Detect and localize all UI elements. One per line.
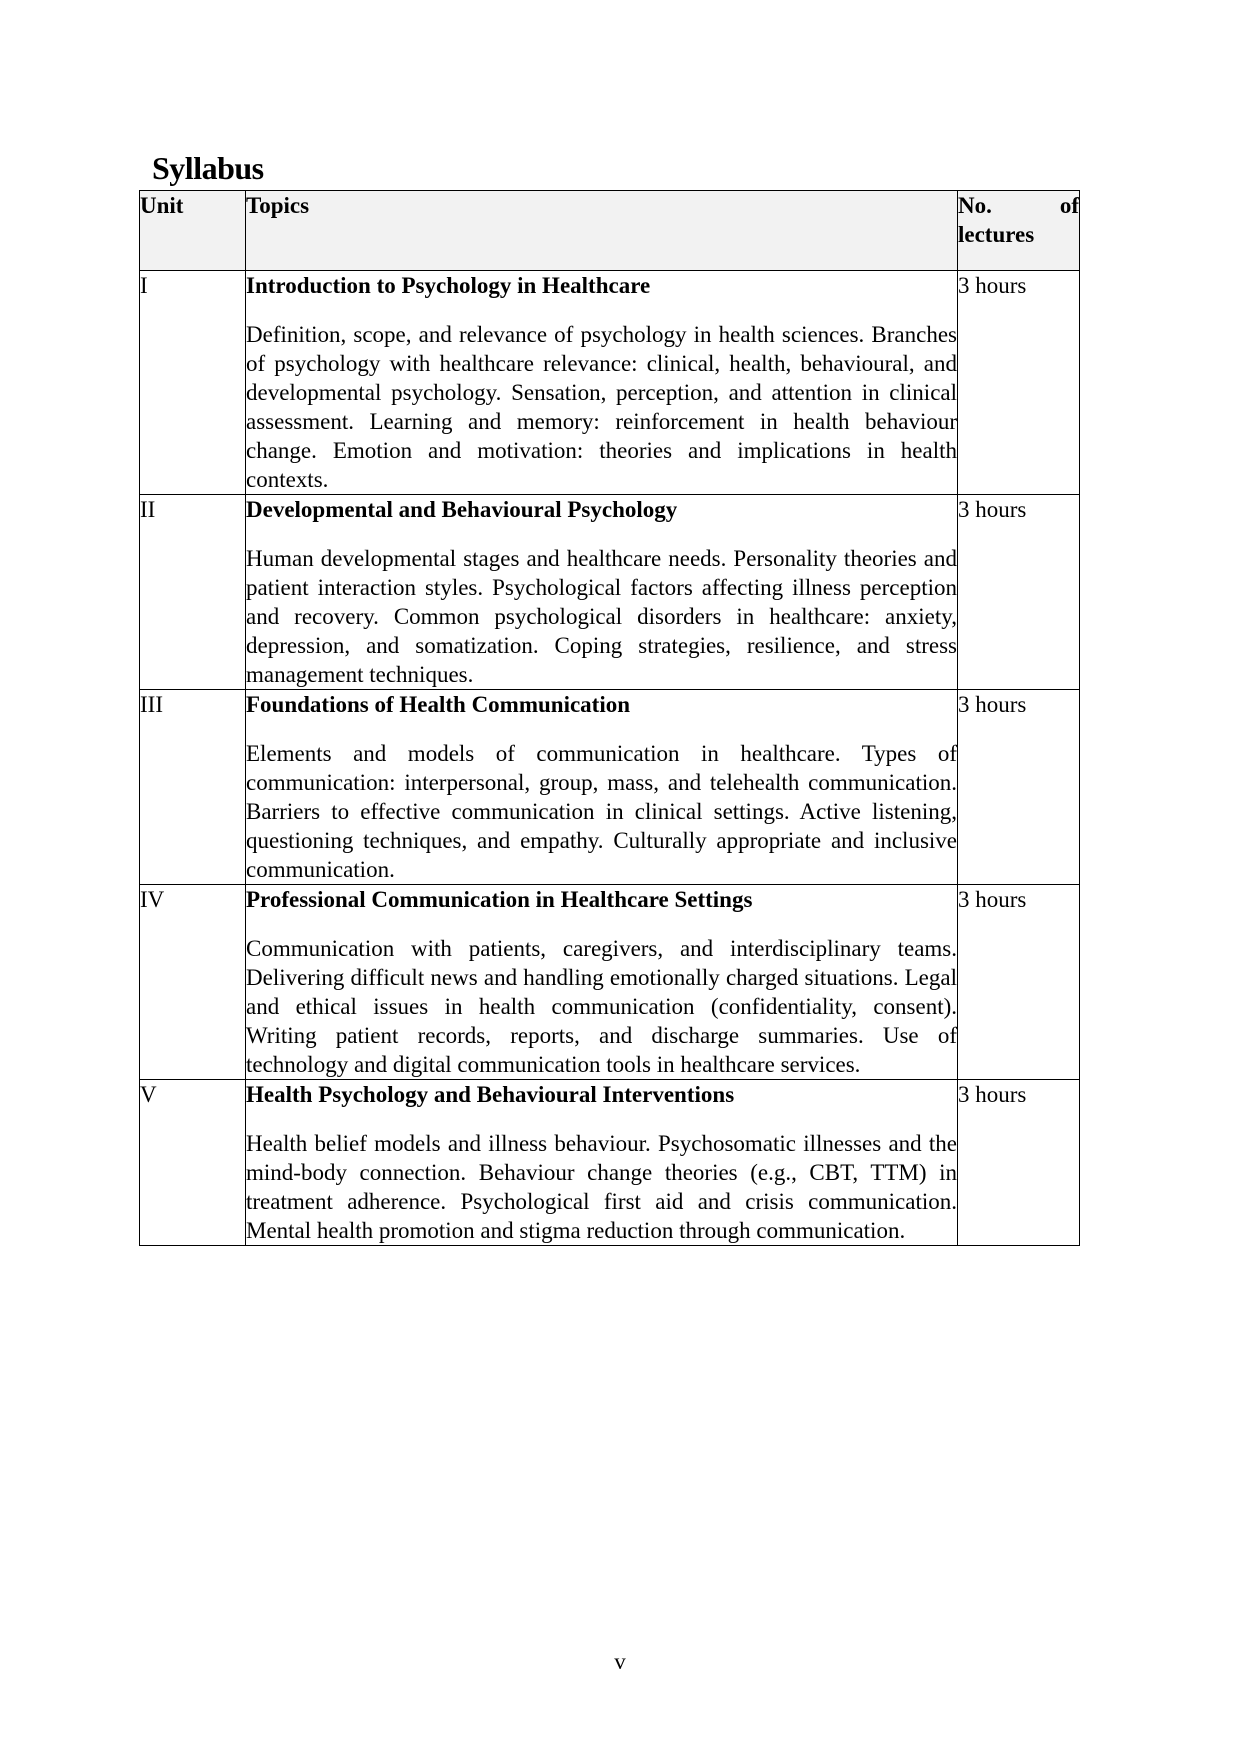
topic-title: Developmental and Behavioural Psychology: [246, 497, 678, 522]
topic-description: Human developmental stages and healthcare needs. Personality theories and patient interaction styles. Psychological factors affecting illness perception and recovery. Common psychological disorders in healthcare: anxiety, depression, and somatization. Coping strategies, resilience, and stress management techniques.: [246, 546, 957, 687]
table-row: [140, 495, 1080, 690]
table-row: [140, 690, 1080, 885]
topic-description: Elements and models of communication in healthcare. Types of communication: interpersonal, group, mass, and telehealth communication. Barriers to effective communication in clinical settings. Active listening, questioning techniques, and empathy. Culturally appropriate and inclusive communication.: [246, 741, 957, 882]
topic-title: Foundations of Health Communication: [246, 692, 631, 717]
syllabus-table: [139, 190, 1080, 1246]
page-number: v: [614, 1649, 626, 1674]
topic-cell: [246, 495, 958, 690]
topic-description: Communication with patients, caregivers, and interdisciplinary teams. Delivering difficult news and handling emotionally charged situations. Legal and ethical issues in health communication (confidentiality, consent). Writing patient records, reports, and discharge summaries. Use of technology and digital communication tools in healthcare services.: [246, 936, 957, 1077]
unit-cell: II: [140, 495, 246, 690]
topic-cell: [246, 271, 958, 495]
table-row: [140, 1080, 1080, 1246]
column-header-lectures: [958, 191, 1080, 271]
topic-cell: [246, 885, 958, 1080]
unit-cell: V: [140, 1080, 246, 1246]
topic-title: Health Psychology and Behavioural Interventions: [246, 1082, 735, 1107]
topic-title: Professional Communication in Healthcare Settings: [246, 887, 753, 912]
lectures-cell: 3 hours: [958, 495, 1080, 690]
lectures-cell: 3 hours: [958, 885, 1080, 1080]
column-header-lectures-line1: No. of: [958, 193, 1079, 218]
column-header-lectures-line2: lectures: [958, 222, 1035, 247]
table-row: [140, 271, 1080, 495]
lectures-cell: 3 hours: [958, 271, 1080, 495]
unit-cell: I: [140, 271, 246, 495]
topic-description: Health belief models and illness behaviour. Psychosomatic illnesses and the mind-body connection. Behaviour change theories (e.g., CBT, TTM) in treatment adherence. Psychological first aid and crisis communication. Mental health promotion and stigma reduction through communication.: [246, 1131, 957, 1243]
page-title: Syllabus: [152, 150, 264, 186]
unit-cell: IV: [140, 885, 246, 1080]
topic-description: Definition, scope, and relevance of psychology in health sciences. Branches of psychology with healthcare relevance: clinical, health, behavioural, and developmental psychology. Sensation, perception, and attention in clinical assessment. Learning and memory: reinforcement in health behaviour change. Emotion and motivation: theories and implications in health contexts.: [246, 322, 957, 492]
table-header-row: [140, 191, 1080, 271]
lectures-cell: 3 hours: [958, 690, 1080, 885]
topic-cell: [246, 1080, 958, 1246]
table-row: [140, 885, 1080, 1080]
column-header-unit: Unit: [140, 191, 246, 271]
topic-title: Introduction to Psychology in Healthcare: [246, 273, 651, 298]
unit-cell: III: [140, 690, 246, 885]
lectures-cell: 3 hours: [958, 1080, 1080, 1246]
topic-cell: [246, 690, 958, 885]
column-header-topics: Topics: [246, 191, 958, 271]
